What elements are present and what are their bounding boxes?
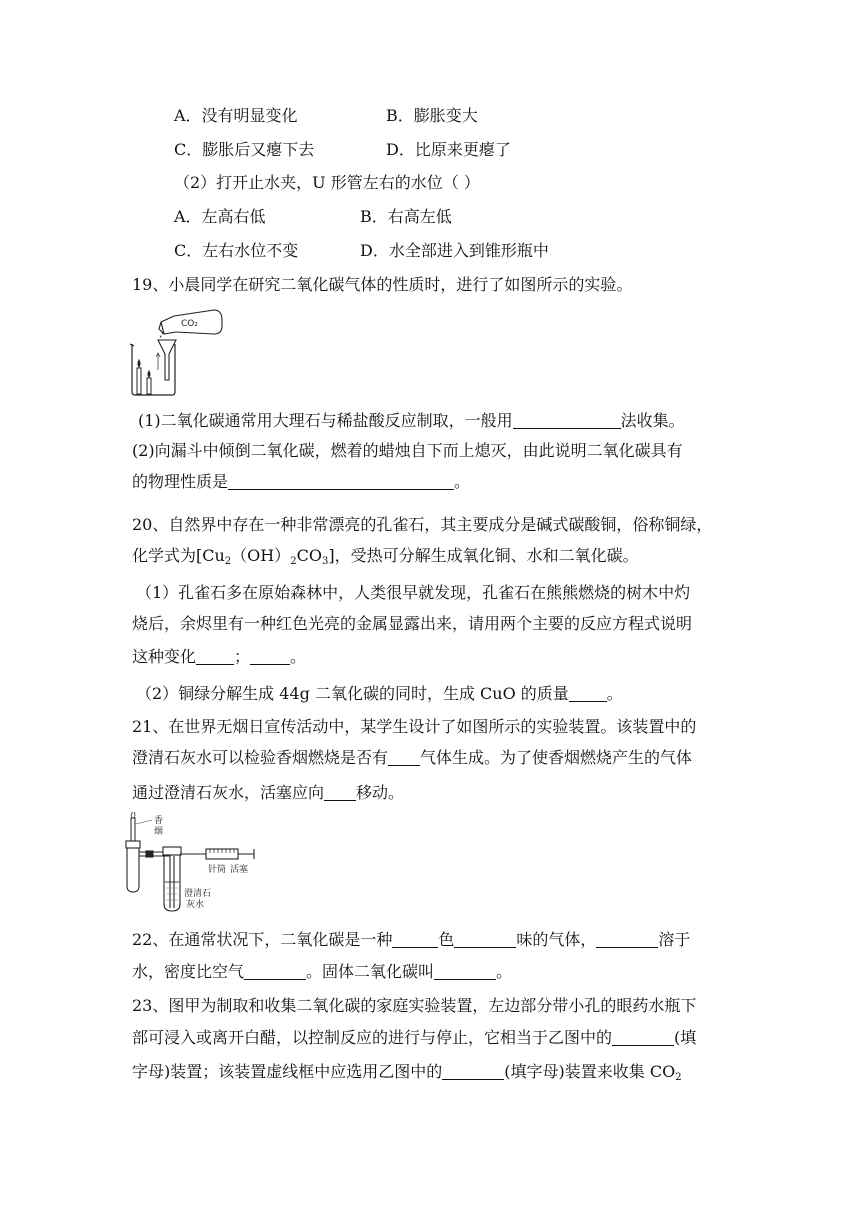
q21-blank-direction[interactable] [324, 784, 356, 801]
q22-text-b: 色 [438, 930, 455, 949]
q20-part2 [136, 684, 623, 704]
q20-blank-equation1[interactable] [196, 648, 234, 665]
q18-option-b: B．膨胀变大 [386, 106, 478, 125]
q23-line1: 23、图甲为制取和收集二氧化碳的家庭实验装置，左边部分带小孔的眼药水瓶下 [132, 996, 697, 1015]
connecting-tube [139, 851, 174, 908]
q20-formula-c: CO [296, 546, 322, 565]
q22-blank-density[interactable] [244, 963, 306, 980]
q22-line1 [132, 930, 690, 950]
right-tube [163, 847, 181, 911]
cigarette-label-1: 香 [154, 816, 164, 826]
q23-text-c: 字母)装置；该装置虚线框中应选用乙图中的 [132, 1062, 443, 1081]
q21-text-c: 通过澄清石灰水，活塞应向 [132, 783, 325, 802]
cigarette [131, 812, 135, 842]
q19-part2-text: 的物理性质是 [132, 472, 229, 491]
q22-blank-smell[interactable] [454, 931, 516, 948]
q18-part2-option-d: D．水全部进入到锥形瓶中 [360, 241, 549, 260]
q20-formula-d: ]，受热可分解生成氧化铜、水和二氧化碳。 [328, 546, 639, 565]
q22-text-g: 。 [496, 962, 513, 981]
q19-part1 [138, 411, 685, 431]
q19-part2-tail: 。 [454, 472, 471, 491]
q18-option-a: A．没有明显变化 [174, 106, 298, 125]
q20-part2-tail: 。 [606, 684, 623, 703]
q20-part1-tail: 。 [290, 647, 307, 666]
q22-line2 [132, 962, 512, 982]
flame-arrow [156, 353, 160, 370]
q18-part2-option-c: C．左右水位不变 [174, 241, 299, 260]
q20-part1-line1: （1）孔雀石多在原始森林中，人类很早就发现，孔雀石在熊熊燃烧的树木中灼 [136, 583, 691, 602]
q20-part1-line3 [132, 647, 306, 667]
q18-part2-option-a: A．左高右低 [174, 207, 266, 226]
q22-text-a: 22、在通常状况下，二氧化碳是一种 [132, 930, 393, 949]
q20-stem-line1: 20、自然界中存在一种非常漂亮的孔雀石，其主要成分是碱式碳酸铜，俗称铜绿， [132, 515, 713, 534]
q22-text-e: 水，密度比空气 [132, 962, 245, 981]
q18-option-d: D．比原来更瘪了 [386, 140, 511, 159]
q22-text-d: 溶于 [658, 930, 691, 949]
candles [137, 360, 151, 394]
q19-blank-collection-method[interactable] [513, 412, 621, 429]
left-tube [126, 841, 140, 892]
q21-text-a: 澄清石灰水可以检验香烟燃烧是否有 [132, 748, 389, 767]
q22-blank-solubility[interactable] [596, 931, 658, 948]
piston-label: 活塞 [230, 865, 249, 875]
cigarette-label-2: 烟 [154, 827, 164, 837]
q19-part2-line1: (2)向漏斗中倾倒二氧化碳，燃着的蜡烛自下而上熄灭，由此说明二氧化碳具有 [132, 441, 683, 460]
q23-line3 [132, 1062, 682, 1082]
q20-blank-equation2[interactable] [250, 648, 290, 665]
q21-text-b: 气体生成。为了使香烟燃烧产生的气体 [420, 748, 693, 767]
q18-option-c: C．膨胀后又瘪下去 [174, 140, 315, 159]
smoking-apparatus-figure [124, 812, 264, 920]
q20-part2-text: （2）铜绿分解生成 44g 二氧化碳的同时，生成 CuO 的质量 [136, 684, 569, 703]
q18-part2: （2）打开止水夹，U 形管左右的水位（ ） [174, 173, 480, 192]
q18-part2-option-b: B．右高左低 [360, 207, 452, 226]
syringe [180, 849, 254, 859]
q20-stem-line2 [132, 546, 639, 566]
q20-formula-sub2: 2 [290, 556, 297, 567]
q23-line2 [132, 1028, 696, 1048]
q21-text-d: 移动。 [356, 783, 405, 802]
q22-text-f: 。固体二氧化碳叫 [306, 962, 435, 981]
funnel [158, 340, 176, 380]
q20-formula-sub3: 3 [321, 556, 329, 567]
q23-blank-collector[interactable] [442, 1063, 504, 1080]
q19-stem: 19、小晨同学在研究二氧化碳气体的性质时，进行了如图所示的实验。 [132, 275, 633, 294]
q21-stem-line3 [132, 783, 404, 803]
q23-blank-apparatus[interactable] [612, 1029, 674, 1046]
q22-blank-color[interactable] [392, 931, 438, 948]
q20-blank-cuo-mass[interactable] [569, 685, 607, 702]
q22-blank-dry-ice[interactable] [434, 963, 496, 980]
q23-text-a: 部可浸入或离开白醋，以控制反应的进行与停止，它相当于乙图中的 [132, 1028, 613, 1047]
q21-stem-line2 [132, 748, 692, 768]
q19-part1-tail: 法收集。 [620, 411, 685, 430]
q23-co2-sub: 2 [675, 1072, 682, 1083]
q19-part2-line2 [132, 472, 470, 492]
q21-stem-line1: 21、在世界无烟日宣传活动中，某学生设计了如图所示的实验装置。该装置中的 [132, 717, 697, 736]
q23-text-d: (填字母)装置来收集 CO [504, 1062, 676, 1081]
q19-blank-physical-property[interactable] [228, 473, 454, 490]
limewater-label-2: 灰水 [186, 900, 205, 910]
co2-bottle-label: CO₂ [181, 319, 198, 329]
q20-part1-line2: 烧后，余烬里有一种红色光亮的金属显露出来，请用两个主要的反应方程式说明 [132, 614, 693, 633]
q23-text-b: (填 [674, 1028, 697, 1047]
q20-part1-text: 这种变化 [132, 647, 197, 666]
q19-part1-text: (1)二氧化碳通常用大理石与稀盐酸反应制取，一般用 [138, 411, 513, 430]
q20-formula-b: （OH） [231, 546, 291, 565]
co2-pouring-figure [128, 308, 224, 398]
q21-blank-gas[interactable] [388, 749, 420, 766]
q20-formula-sub1: 2 [224, 556, 232, 567]
q22-text-c: 味的气体， [516, 930, 597, 949]
syringe-label: 针筒 [208, 865, 227, 875]
q20-part1-sep: ； [234, 647, 251, 666]
limewater-label-1: 澄清石 [184, 889, 212, 899]
q20-formula-a: 化学式为[Cu [132, 546, 225, 565]
